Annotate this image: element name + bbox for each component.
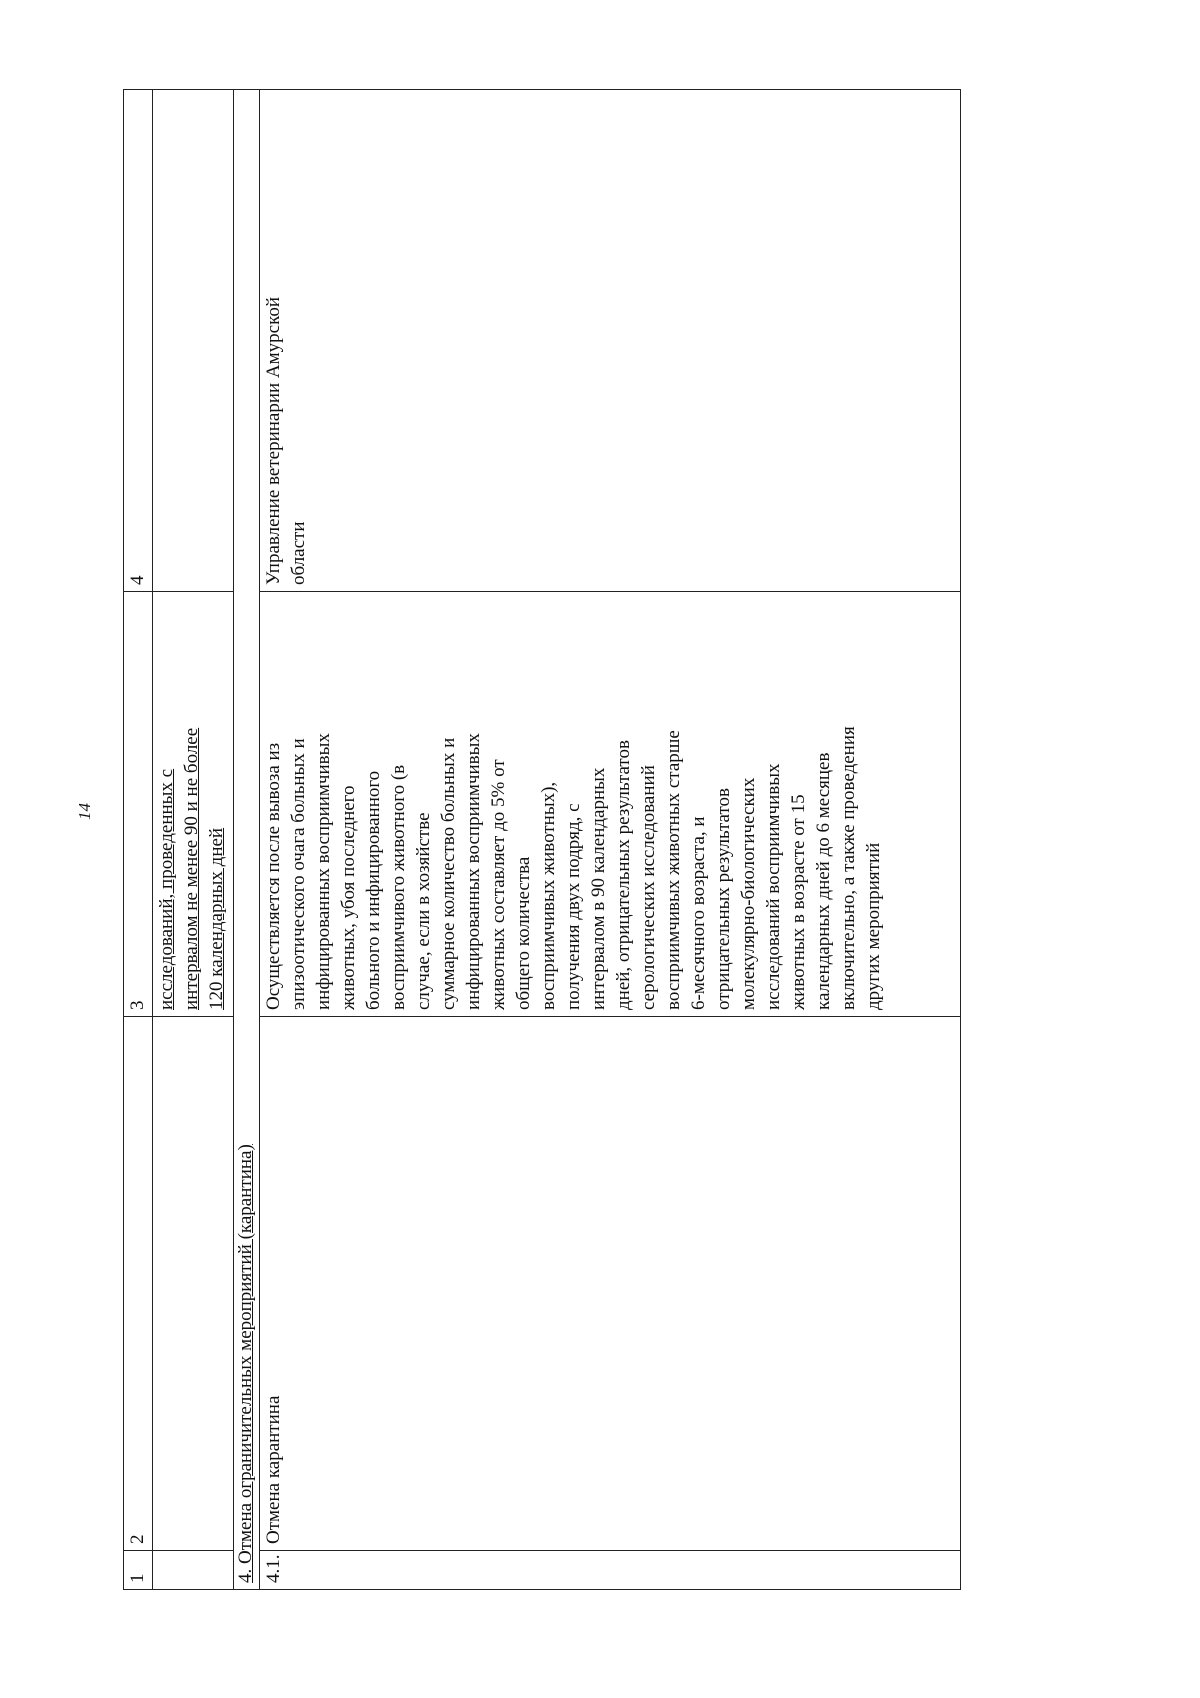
continuation-cell-3: исследований, проведенных с интервалом не менее 90 и не более 120 календарных дней bbox=[153, 592, 234, 1017]
continuation-cell-4 bbox=[153, 90, 234, 592]
row-number: 4.1. bbox=[260, 1551, 961, 1590]
table-row bbox=[260, 90, 961, 1590]
header-cell-1: 1 bbox=[124, 1551, 153, 1590]
page-number: 14 bbox=[75, 803, 94, 820]
header-cell-4: 4 bbox=[124, 90, 153, 592]
continuation-cell-2 bbox=[153, 1017, 234, 1551]
table-header-row bbox=[124, 90, 153, 1590]
continuation-cell-1 bbox=[153, 1551, 234, 1590]
continuation-row bbox=[153, 90, 234, 1590]
row-measure: Отмена карантина bbox=[260, 1017, 961, 1551]
section-title-cell bbox=[234, 90, 260, 1590]
measures-table bbox=[123, 89, 961, 1590]
row-responsible: Управление ветеринарии Амурской области bbox=[260, 90, 961, 592]
rotated-table-sheet bbox=[123, 90, 1091, 1590]
section-title: 4. Отмена ограничительных мероприятий (карантина) bbox=[235, 1144, 256, 1583]
header-cell-3: 3 bbox=[124, 592, 153, 1017]
header-cell-2: 2 bbox=[124, 1017, 153, 1551]
section-title-row bbox=[234, 90, 260, 1590]
row-terms: Осуществляется после вывоза из эпизоотического очага больных и инфицированных восприимчивых животных, убоя последнего больного и инфицированного восприимчивого животного (в случае, если в хозяйстве суммарное количество больных и инфицированных восприимчивых животных составляет до 5% от общего количества восприимчивых животных), получения двух подряд, с интервалом в 90 календарных дней, отрицательных результатов серологических исследований восприимчивых животных старше 6-месячного возраста, и отрицательных результатов молекулярно-биологических исследований восприимчивых животных в возрасте от 15 календарных дней до 6 месяцев включительно, а также проведения других мероприятий bbox=[260, 592, 961, 1017]
